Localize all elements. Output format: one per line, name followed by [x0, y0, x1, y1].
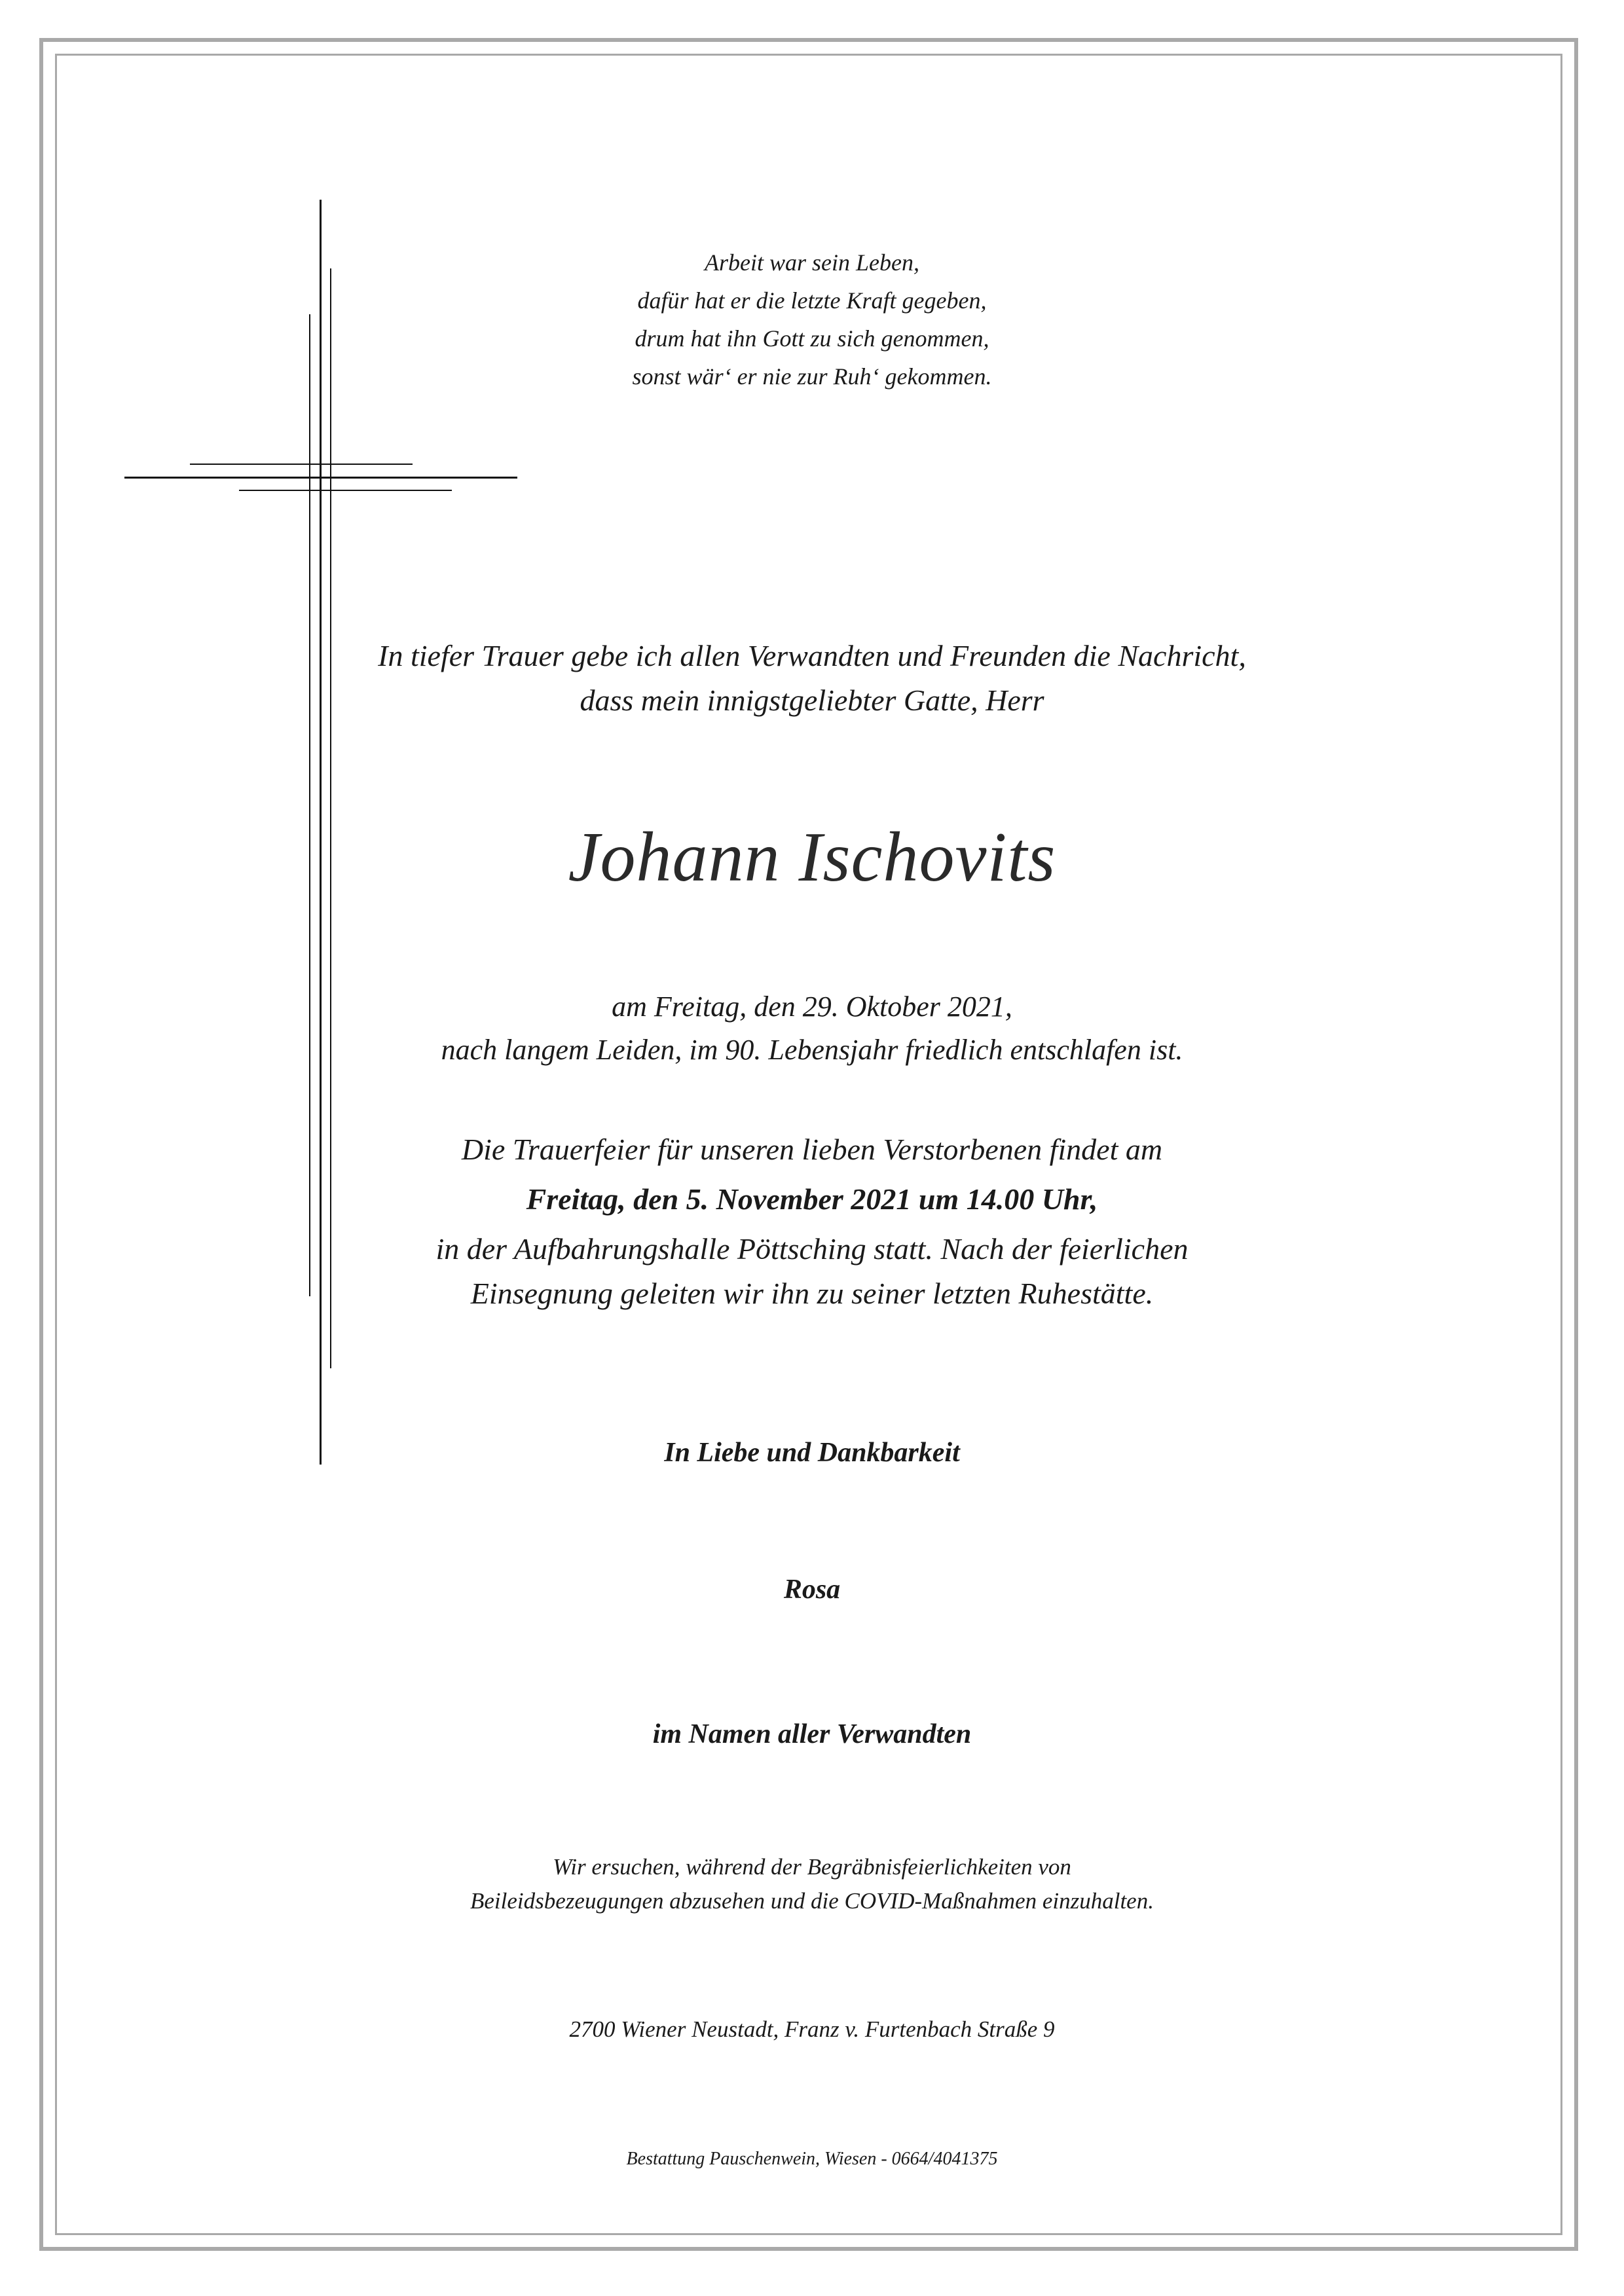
poem	[0, 244, 1624, 395]
poem-line: dafür hat er die letzte Kraft gegeben,	[637, 287, 987, 314]
deceased-name: Johann Ischovits	[568, 818, 1056, 896]
funeral-home-footer: Bestattung Pauschenwein, Wiesen - 0664/4041375	[626, 2149, 998, 2169]
poem-line: drum hat ihn Gott zu sich genommen,	[635, 325, 989, 352]
closing-love: In Liebe und Dankbarkeit	[664, 1438, 960, 1468]
covid-request	[0, 1850, 1624, 1918]
ceremony-date: Freitag, den 5. November 2021 um 14.00 Uhr,	[526, 1182, 1098, 1216]
poem-line: sonst wär‘ er nie zur Ruh‘ gekommen.	[632, 363, 992, 390]
closing-family: im Namen aller Verwandten	[652, 1719, 972, 1749]
intro-line: dass mein innigstgeliebter Gatte, Herr	[580, 683, 1044, 717]
death-notice	[0, 985, 1624, 1072]
intro-line: In tiefer Trauer gebe ich allen Verwandten und Freunden die Nachricht,	[378, 639, 1246, 672]
funeral-details	[0, 1127, 1624, 1316]
mourner-name: Rosa	[783, 1575, 841, 1605]
address: 2700 Wiener Neustadt, Franz v. Furtenbach Straße 9	[569, 2016, 1055, 2042]
death-line: am Freitag, den 29. Oktober 2021,	[612, 991, 1012, 1023]
ceremony-line: Einsegnung geleiten wir ihn zu seiner letzten Ruhestätte.	[470, 1277, 1154, 1310]
announcement-intro	[0, 634, 1624, 723]
ceremony-line: Die Trauerfeier für unseren lieben Verstorbenen findet am	[461, 1133, 1163, 1166]
request-line: Beileidsbezeugungen abzusehen und die COVID-Maßnahmen einzuhalten.	[470, 1888, 1154, 1914]
ceremony-line: in der Aufbahrungshalle Pöttsching statt. Nach der feierlichen	[435, 1232, 1189, 1266]
death-line: nach langem Leiden, im 90. Lebensjahr friedlich entschlafen ist.	[441, 1034, 1183, 1066]
request-line: Wir ersuchen, während der Begräbnisfeierlichkeiten von	[553, 1854, 1071, 1880]
poem-line: Arbeit war sein Leben,	[705, 249, 919, 276]
